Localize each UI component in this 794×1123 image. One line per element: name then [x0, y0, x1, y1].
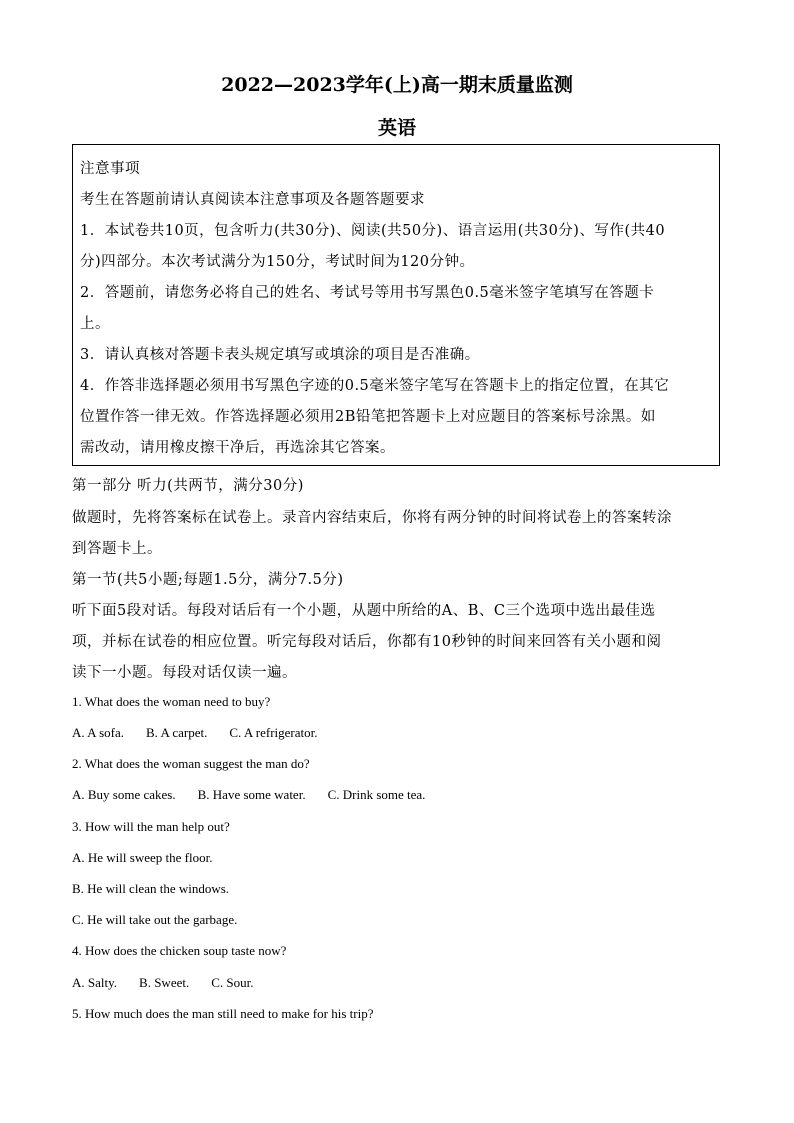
question-2: 2. What does the woman suggest the man do? [72, 756, 310, 771]
question-1: 1. What does the woman need to buy? [72, 694, 271, 709]
notice-item-4-cont: 位置作答一律无效。作答选择题必须用2B铅笔把答题卡上对应题目的答案标号涂黑。如 [80, 409, 656, 425]
notice-item-4-cont2: 需改动，请用橡皮擦干净后，再选涂其它答案。 [80, 440, 395, 456]
option-b: B. Have some water. [197, 787, 306, 802]
notice-item-3: 3．请认真核对答题卡表头规定填写或填涂的项目是否准确。 [80, 347, 480, 363]
notice-item-4: 4．作答非选择题必须用书写黑色字迹的0.5毫米签字笔写在答题卡上的指定位置，在其它 [80, 378, 670, 394]
option-a: A. A sofa. [72, 725, 124, 740]
subject-title: 英语 [377, 117, 416, 139]
question-2-options [72, 787, 447, 803]
option-c: C. Drink some tea. [327, 787, 426, 802]
notice-intro: 考生在答题前请认真阅读本注意事项及各题答题要求 [80, 192, 425, 208]
notice-item-2-cont: 上。 [80, 316, 110, 332]
option-c: C. A refrigerator. [229, 725, 318, 740]
part1-instruction-cont: 到答题卡上。 [72, 541, 162, 557]
option-a: A. Salty. [72, 975, 118, 990]
option-b: B. Sweet. [139, 975, 190, 990]
part1-heading: 第一部分 听力(共两节，满分30分) [72, 478, 304, 494]
section1-instruction-cont2: 读下一小题。每段对话仅读一遍。 [72, 665, 297, 681]
section1-heading: 第一节(共5小题;每题1.5分，满分7.5分) [72, 572, 344, 588]
notice-item-1-cont: 分)四部分。本次考试满分为150分，考试时间为120分钟。 [80, 254, 475, 270]
section1-instruction: 听下面5段对话。每段对话后有一个小题，从题中所给的A、B、C三个选项中选出最佳选 [72, 603, 656, 619]
option-b: B. A carpet. [146, 725, 208, 740]
question-5: 5. How much does the man still need to make for his trip? [72, 1006, 374, 1021]
section1-instruction-cont: 项，并标在试卷的相应位置。听完每段对话后，你都有10秒钟的时间来回答有关小题和阅 [72, 634, 662, 650]
notice-item-2: 2．答题前，请您务必将自己的姓名、考试号等用书写黑色0.5毫米签字笔填写在答题卡 [80, 285, 655, 301]
notice-heading: 注意事项 [80, 161, 140, 177]
option-c: C. Sour. [211, 975, 254, 990]
question-1-options [72, 725, 339, 741]
option-a: A. Buy some cakes. [72, 787, 176, 802]
part1-instruction: 做题时，先将答案标在试卷上。录音内容结束后，你将有两分钟的时间将试卷上的答案转涂 [72, 510, 672, 526]
question-3-option-b: B. He will clean the windows. [72, 881, 230, 896]
question-3-option-a: A. He will sweep the floor. [72, 850, 213, 865]
question-4-options [72, 975, 276, 991]
question-4: 4. How does the chicken soup taste now? [72, 943, 287, 958]
exam-title: 2022—2023学年(上)高一期末质量监测 [221, 74, 573, 96]
question-3-option-c: C. He will take out the garbage. [72, 912, 238, 927]
question-3: 3. How will the man help out? [72, 819, 230, 834]
notice-item-1: 1．本试卷共10页，包含听力(共30分)、阅读(共50分)、语言运用(共30分)、写作(共40 [80, 223, 666, 239]
